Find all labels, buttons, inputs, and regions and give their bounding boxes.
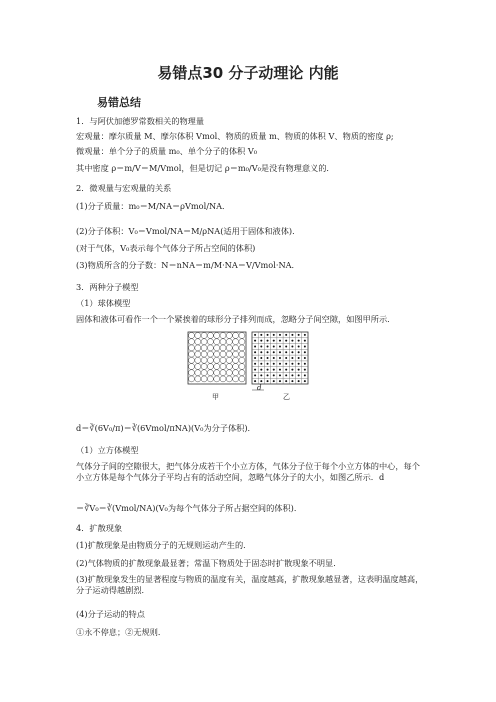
gas-molecule-dot bbox=[298, 357, 300, 359]
sphere-molecule bbox=[226, 376, 232, 382]
sphere-molecule bbox=[220, 339, 226, 345]
sphere-molecule bbox=[201, 351, 207, 357]
gas-molecule-dot bbox=[260, 334, 262, 336]
sphere-molecule bbox=[195, 345, 201, 351]
gas-molecule-dot bbox=[304, 380, 306, 382]
sphere-molecule bbox=[233, 339, 239, 345]
gas-molecule-dot bbox=[285, 380, 287, 382]
gas-molecule-dot bbox=[267, 351, 269, 353]
sphere-molecule bbox=[239, 376, 245, 382]
gas-molecule-dot bbox=[291, 334, 293, 336]
gas-molecule-dot bbox=[304, 340, 306, 342]
sphere-molecule bbox=[239, 339, 245, 345]
gas-molecule-dot bbox=[267, 345, 269, 347]
gas-molecule-dot bbox=[260, 345, 262, 347]
gas-molecule-dot bbox=[279, 357, 281, 359]
gas-molecule-dot bbox=[260, 380, 262, 382]
sphere-molecule bbox=[195, 376, 201, 382]
sphere-molecule bbox=[233, 357, 239, 363]
gas-molecule-dot bbox=[273, 340, 275, 342]
text-line: （1）立方体模型 bbox=[76, 445, 139, 455]
gas-molecule-dot bbox=[285, 334, 287, 336]
gas-molecule-dot bbox=[285, 340, 287, 342]
text-line: （1）球体模型 bbox=[76, 298, 131, 308]
gas-molecule-dot bbox=[291, 380, 293, 382]
gas-molecule-dot bbox=[291, 363, 293, 365]
text-line: (3)扩散现象发生的显著程度与物质的温度有关，温度越高，扩散现象越显著，这表明温度越高，分子运动得越剧烈． bbox=[76, 574, 424, 595]
text-line: 1．与阿伏加德罗常数相关的物理量 bbox=[76, 116, 205, 126]
gas-molecule-dot bbox=[285, 357, 287, 359]
gas-molecule-dot bbox=[273, 357, 275, 359]
figure-dim-label: d bbox=[257, 384, 262, 392]
sphere-molecule bbox=[233, 333, 239, 339]
gas-molecule-dot bbox=[298, 374, 300, 376]
sphere-molecule bbox=[214, 333, 220, 339]
gas-molecule-dot bbox=[298, 369, 300, 371]
sphere-molecule bbox=[220, 364, 226, 370]
sphere-molecule bbox=[195, 339, 201, 345]
gas-molecule-dot bbox=[267, 357, 269, 359]
gas-molecule-dot bbox=[285, 374, 287, 376]
sphere-molecule bbox=[189, 357, 195, 363]
molecule-model-figure bbox=[186, 330, 312, 398]
sphere-molecule bbox=[220, 370, 226, 376]
sphere-molecule bbox=[201, 370, 207, 376]
sphere-molecule bbox=[189, 339, 195, 345]
gas-molecule-dot bbox=[304, 345, 306, 347]
sphere-molecule bbox=[226, 364, 232, 370]
gas-molecule-dot bbox=[298, 363, 300, 365]
gas-molecule-dot bbox=[267, 340, 269, 342]
gas-molecule-dot bbox=[291, 374, 293, 376]
gas-molecule-dot bbox=[304, 357, 306, 359]
sphere-molecule bbox=[195, 333, 201, 339]
gas-molecule-dot bbox=[298, 334, 300, 336]
text-line: ①永不停息；②无规则． bbox=[76, 627, 167, 637]
gas-molecule-dot bbox=[279, 334, 281, 336]
gas-molecule-dot bbox=[260, 340, 262, 342]
gas-molecule-dot bbox=[260, 374, 262, 376]
sphere-molecule bbox=[220, 357, 226, 363]
gas-molecule-dot bbox=[279, 345, 281, 347]
sphere-molecule bbox=[201, 357, 207, 363]
gas-molecule-dot bbox=[254, 380, 256, 382]
gas-molecule-dot bbox=[298, 351, 300, 353]
gas-molecule-dot bbox=[254, 340, 256, 342]
text-line: d＝∛(6V₀/π)＝∛(6Vmol/πNA)(V₀为分子体积)． bbox=[76, 423, 256, 433]
sphere-molecule bbox=[220, 351, 226, 357]
sphere-molecule bbox=[195, 357, 201, 363]
page-title: 易错点30 分子动理论 内能 bbox=[157, 64, 339, 82]
text-line: (2)分子体积：V₀＝Vmol/NA＝M/ρNA(适用于固体和液体)． bbox=[76, 226, 301, 236]
sphere-molecule bbox=[214, 351, 220, 357]
sphere-molecule bbox=[189, 364, 195, 370]
sphere-molecule bbox=[226, 357, 232, 363]
gas-molecule-dot bbox=[279, 363, 281, 365]
text-line: 微观量：单个分子的质量 m₀、单个分子的体积 V₀ bbox=[76, 146, 258, 156]
gas-molecule-dot bbox=[267, 369, 269, 371]
figure-label-a: 甲 bbox=[212, 393, 219, 401]
sphere-molecule bbox=[239, 364, 245, 370]
gas-molecule-dot bbox=[273, 351, 275, 353]
gas-molecule-dot bbox=[273, 345, 275, 347]
gas-molecule-dot bbox=[304, 369, 306, 371]
gas-molecule-dot bbox=[291, 340, 293, 342]
sphere-molecule bbox=[220, 376, 226, 382]
sphere-molecule bbox=[201, 345, 207, 351]
sphere-molecule bbox=[189, 351, 195, 357]
gas-molecule-dot bbox=[279, 374, 281, 376]
gas-molecule-dot bbox=[285, 363, 287, 365]
sphere-molecule bbox=[195, 351, 201, 357]
gas-molecule-dot bbox=[254, 345, 256, 347]
gas-molecule-dot bbox=[291, 351, 293, 353]
sphere-molecule bbox=[195, 364, 201, 370]
gas-molecule-dot bbox=[298, 380, 300, 382]
sphere-molecule bbox=[214, 345, 220, 351]
gas-molecule-dot bbox=[254, 374, 256, 376]
gas-molecule-dot bbox=[279, 351, 281, 353]
gas-molecule-dot bbox=[267, 334, 269, 336]
gas-molecule-dot bbox=[260, 363, 262, 365]
sphere-molecule bbox=[207, 351, 213, 357]
gas-molecule-dot bbox=[304, 374, 306, 376]
sphere-molecule bbox=[201, 339, 207, 345]
text-line: 3．两种分子模型 bbox=[76, 282, 139, 292]
gas-molecule-dot bbox=[291, 357, 293, 359]
gas-molecule-dot bbox=[254, 357, 256, 359]
sphere-molecule bbox=[207, 364, 213, 370]
sphere-molecule bbox=[233, 345, 239, 351]
sphere-molecule bbox=[239, 370, 245, 376]
sphere-molecule bbox=[233, 351, 239, 357]
sphere-molecule bbox=[239, 333, 245, 339]
sphere-molecule bbox=[195, 370, 201, 376]
gas-molecule-dot bbox=[291, 345, 293, 347]
gas-molecule-dot bbox=[267, 374, 269, 376]
sphere-molecule bbox=[233, 370, 239, 376]
section-heading: 易错总结 bbox=[97, 96, 141, 109]
text-line: 固体和液体可看作一个一个紧挨着的球形分子排列而成，忽略分子间空隙，如图甲所示． bbox=[76, 314, 396, 324]
sphere-molecule bbox=[201, 364, 207, 370]
sphere-molecule bbox=[226, 351, 232, 357]
gas-molecule-dot bbox=[285, 345, 287, 347]
text-line: (3)物质所含的分子数：N＝nNA＝m/M·NA＝V/Vmol·NA． bbox=[76, 260, 300, 270]
sphere-molecule bbox=[201, 333, 207, 339]
text-line: (1)扩散现象是由物质分子的无规则运动产生的． bbox=[76, 540, 252, 550]
sphere-molecule bbox=[207, 376, 213, 382]
text-line: 2．微观量与宏观量的关系 bbox=[76, 183, 172, 193]
sphere-molecule bbox=[207, 339, 213, 345]
sphere-molecule bbox=[189, 376, 195, 382]
gas-molecule-dot bbox=[273, 369, 275, 371]
sphere-molecule bbox=[239, 345, 245, 351]
sphere-molecule bbox=[214, 364, 220, 370]
gas-molecule-dot bbox=[254, 351, 256, 353]
gas-molecule-dot bbox=[279, 340, 281, 342]
sphere-molecule bbox=[226, 333, 232, 339]
sphere-molecule bbox=[220, 333, 226, 339]
gas-molecule-dot bbox=[273, 380, 275, 382]
text-line: (对于气体，V₀表示每个气体分子所占空间的体积) bbox=[76, 243, 256, 253]
gas-molecule-dot bbox=[273, 334, 275, 336]
sphere-molecule bbox=[201, 376, 207, 382]
sphere-molecule bbox=[189, 333, 195, 339]
text-line: 气体分子间的空隙很大，把气体分成若干个小立方体，气体分子位于每个小立方体的中心，每个小立方体是每个气体分子平均占有的活动空间，忽略气体分子的大小，如图乙所示．d bbox=[76, 461, 420, 482]
text-line: 4．扩散现象 bbox=[76, 523, 123, 533]
gas-molecule-dot bbox=[304, 334, 306, 336]
gas-molecule-dot bbox=[267, 380, 269, 382]
gas-molecule-dot bbox=[254, 369, 256, 371]
gas-molecule-dot bbox=[273, 374, 275, 376]
sphere-molecule bbox=[214, 370, 220, 376]
gas-molecule-dot bbox=[285, 351, 287, 353]
gas-molecule-dot bbox=[273, 363, 275, 365]
sphere-molecule bbox=[220, 345, 226, 351]
sphere-molecule bbox=[226, 339, 232, 345]
gas-molecule-dot bbox=[260, 369, 262, 371]
gas-molecule-dot bbox=[291, 369, 293, 371]
gas-molecule-dot bbox=[260, 357, 262, 359]
gas-molecule-dot bbox=[254, 334, 256, 336]
gas-molecule-dot bbox=[304, 363, 306, 365]
sphere-molecule bbox=[226, 345, 232, 351]
sphere-molecule bbox=[226, 370, 232, 376]
sphere-molecule bbox=[214, 376, 220, 382]
sphere-molecule bbox=[214, 357, 220, 363]
text-line: 宏观量：摩尔质量 M、摩尔体积 Vmol、物质的质量 m、物质的体积 V、物质的密度 ρ; bbox=[76, 131, 394, 141]
sphere-molecule bbox=[189, 345, 195, 351]
sphere-molecule bbox=[207, 333, 213, 339]
sphere-molecule bbox=[207, 370, 213, 376]
sphere-molecule bbox=[189, 370, 195, 376]
sphere-molecule bbox=[239, 351, 245, 357]
gas-molecule-dot bbox=[298, 340, 300, 342]
gas-molecule-dot bbox=[254, 363, 256, 365]
gas-molecule-dot bbox=[267, 363, 269, 365]
gas-molecule-dot bbox=[304, 351, 306, 353]
gas-molecule-dot bbox=[285, 369, 287, 371]
sphere-molecule bbox=[233, 364, 239, 370]
gas-molecule-dot bbox=[298, 345, 300, 347]
sphere-molecule bbox=[214, 339, 220, 345]
sphere-molecule bbox=[207, 345, 213, 351]
text-line: 其中密度 ρ＝m/V＝M/Vmol，但是切记 ρ＝m₀/V₀是没有物理意义的． bbox=[76, 163, 335, 173]
figure-label-b: 乙 bbox=[283, 393, 290, 401]
text-line: (4)分子运动的特点 bbox=[76, 609, 145, 619]
text-line: (2)气体物质的扩散现象最显著；常温下物质处于固态时扩散现象不明显． bbox=[76, 558, 342, 568]
gas-molecule-dot bbox=[279, 380, 281, 382]
sphere-molecule bbox=[233, 376, 239, 382]
text-line: (1)分子质量：m₀＝M/NA＝ρVmol/NA． bbox=[76, 201, 231, 211]
sphere-molecule bbox=[207, 357, 213, 363]
sphere-molecule bbox=[239, 357, 245, 363]
text-line: ＝∛V₀＝∛(Vmol/NA)(V₀为每个气体分子所占据空间的体积)． bbox=[76, 503, 303, 513]
gas-molecule-dot bbox=[260, 351, 262, 353]
gas-molecule-dot bbox=[279, 369, 281, 371]
